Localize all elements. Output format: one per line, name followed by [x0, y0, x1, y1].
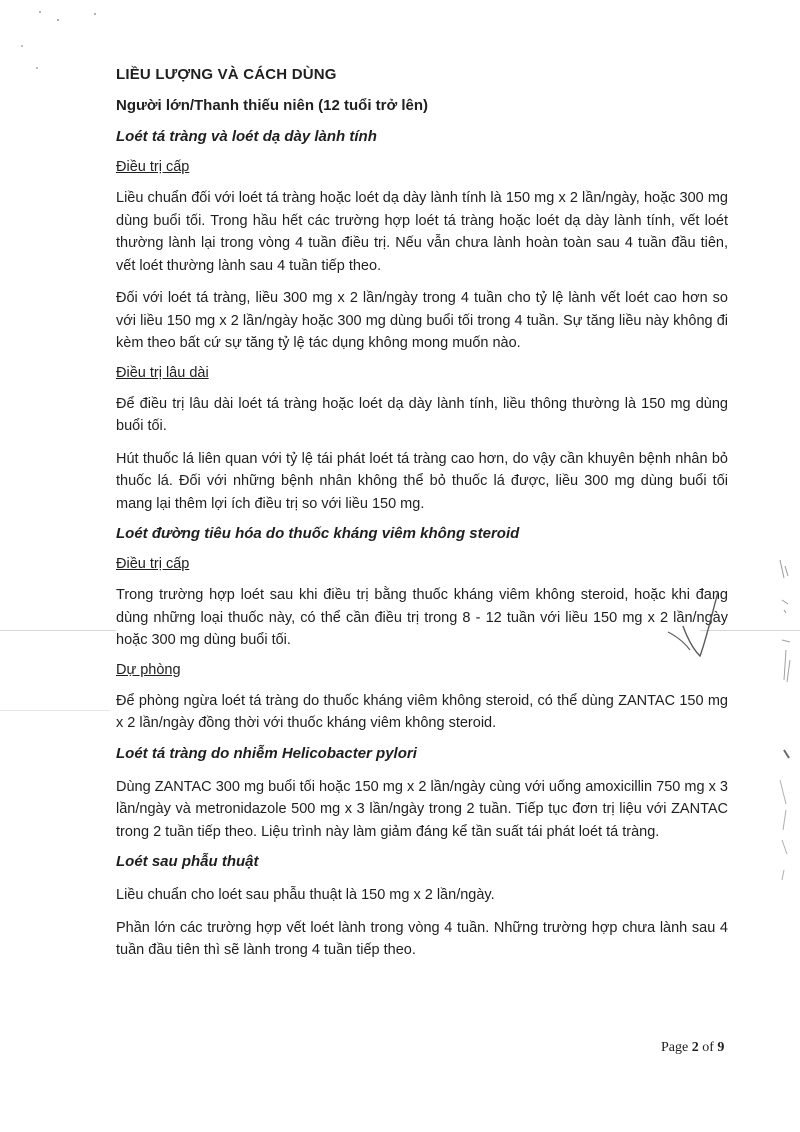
subheading-acute-treatment: Điều trị cấp: [116, 159, 190, 175]
subheading-acute-treatment: Điều trị cấp: [116, 556, 190, 572]
paragraph: Để điều trị lâu dài loét tá tràng hoặc loét dạ dày lành tính, liều thông thường là 150 mg dùng buổi tối.: [116, 395, 728, 434]
paragraph: Đối với loét tá tràng, liều 300 mg x 2 lần/ngày trong 4 tuần cho tỷ lệ lành vết loét cao hơn so với liều 150 mg x 2 lần/ngày hoặc 300 mg dùng buổi tối trong 4 tuần. Sự tăng liều này không đi kèm theo bất cứ sự tăng tỷ lệ tác dụng không mong muốn nào.: [116, 290, 728, 351]
subheading-long-term-treatment: Điều trị lâu dài: [116, 364, 209, 381]
of-word: of: [702, 1040, 714, 1055]
checkmark-mark: [683, 592, 718, 656]
corner-speck-mark: [21, 45, 23, 47]
page-word: Page: [661, 1040, 689, 1055]
section-heading-duodenal-gastric: Loét tá tràng và loét dạ dày lành tính: [116, 128, 377, 145]
corner-speck-mark: [94, 13, 96, 15]
corner-speck-mark: [57, 19, 59, 21]
corner-speck-mark: [39, 11, 41, 13]
section-heading-h-pylori: Loét tá tràng do nhiễm Helicobacter pylori: [116, 744, 417, 762]
margin-speck-mark: [780, 560, 788, 578]
margin-speck-mark: [784, 750, 789, 758]
corner-speck-mark: [36, 67, 38, 69]
paragraph: Trong trường hợp loét sau khi điều trị bằng thuốc kháng viêm không steroid, hoặc khi đang dùng những loại thuốc này, có thể cần điều trị trong 8 - 12 tuần với liều 150 mg x 2 lần/ngày hoặc 300 mg dùng buổi tối.: [116, 587, 728, 648]
paragraph: Liều chuẩn đối với loét tá tràng hoặc loét dạ dày lành tính là 150 mg x 2 lần/ngày, hoặc 300 mg dùng buổi tối. Trong hầu hết các trường hợp loét tá tràng hoặc loét dạ dày lành tính, vết loét thường lành lại trong vòng 4 tuần điều trị. Nếu vẫn chưa lành hoàn toàn sau 4 tuần đầu tiên, vết loét thường lành sau 4 tuần tiếp theo.: [116, 190, 728, 274]
section-heading-nsaid-ulcer: Loét đường tiêu hóa do thuốc kháng viêm không steroid: [116, 525, 520, 542]
paragraph: Hút thuốc lá liên quan với tỷ lệ tái phát loét tá tràng cao hơn, do vậy cần khuyên bệnh nhân bỏ thuốc lá. Đối với những bệnh nhân không thể bỏ thuốc lá được, liều 300 mg dùng buổi tối mang lại thêm lợi ích điều trị so với liều 150 mg.: [116, 450, 728, 512]
paragraph: Để phòng ngừa loét tá tràng do thuốc kháng viêm không steroid, có thể dùng ZANTAC 150 mg x 2 lần/ngày đồng thời với thuốc kháng viêm không steroid.: [116, 692, 728, 731]
paragraph: Liều chuẩn cho loét sau phẫu thuật là 150 mg x 2 lần/ngày.: [116, 887, 495, 903]
subheading-prevention: Dự phòng: [116, 661, 181, 678]
margin-speck-mark: [780, 780, 787, 880]
total-pages-number: 9: [717, 1040, 725, 1055]
page-title: LIỀU LƯỢNG VÀ CÁCH DÙNG: [116, 66, 337, 83]
paragraph: Dùng ZANTAC 300 mg buổi tối hoặc 150 mg x 2 lần/ngày cùng với uống amoxicillin 750 mg x 3 lần/ngày và metronidazole 500 mg x 3 lần/ngày trong 2 tuần. Tiếp tục đơn trị liệu với ZANTAC trong 2 tuần tiếp theo. Liệu trình này làm giảm đáng kể tần suất tái phát loét tá tràng.: [116, 778, 728, 840]
paragraph: Phần lớn các trường hợp vết loét lành trong vòng 4 tuần. Những trường hợp chưa lành sau 4 tuần đầu tiên thì sẽ lành trong 4 tuần tiếp theo.: [116, 919, 728, 958]
margin-speck-mark: [782, 600, 788, 613]
margin-speck-mark: [782, 640, 790, 682]
population-heading: Người lớn/Thanh thiếu niên (12 tuổi trở lên): [116, 97, 429, 114]
section-heading-post-operative: Loét sau phẫu thuật: [116, 853, 259, 870]
current-page-number: 2: [691, 1040, 699, 1055]
